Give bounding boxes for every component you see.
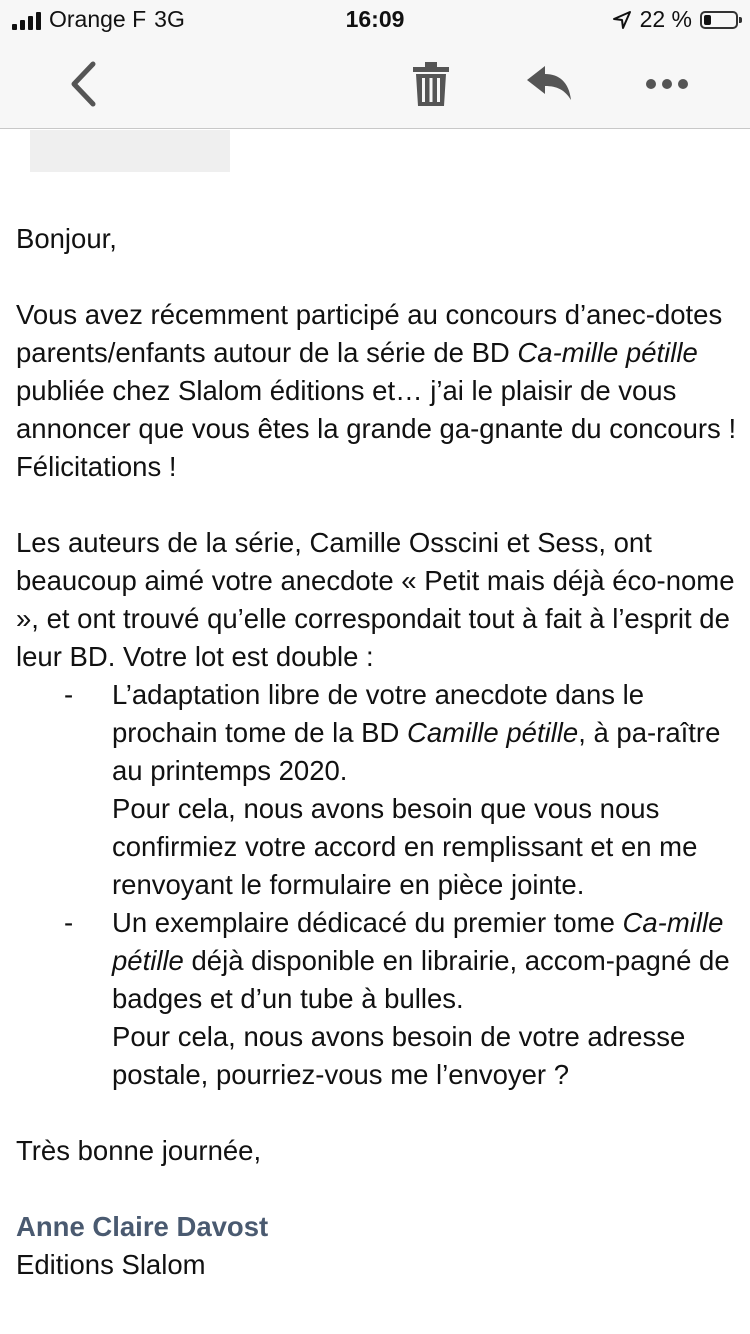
more-icon	[645, 78, 689, 90]
reply-button[interactable]	[520, 40, 578, 128]
carrier-label: Orange F	[49, 6, 147, 32]
email-body	[16, 220, 738, 1284]
list-item: - L’adaptation libre de votre anecdote dans le prochain tome de la BD Camille pétille, à pa-raître au printemps 2020. Pour cela, nous avons besoin que vous nous confirmiez votre accord en remplissant et en me renvoyant le formulaire en pièce jointe.	[64, 679, 721, 900]
book-title: Ca-mille pétille	[112, 907, 724, 976]
battery-icon	[700, 11, 738, 29]
battery-level	[704, 15, 711, 25]
location-arrow-icon	[612, 10, 632, 30]
network-label: 3G	[154, 6, 185, 32]
list-item: - Un exemplaire dédicacé du premier tome Ca-mille pétille déjà disponible en librairie, accom-pagné de badges et d’un tube à bulles. Pour cela, nous avons besoin de votre adresse postale, pourriez-vous me l’envoyer ?	[64, 907, 730, 1090]
greeting: Bonjour,	[16, 223, 117, 254]
paragraph-2: Les auteurs de la série, Camille Osscini et Sess, ont beaucoup aimé votre anecdote « Petit mais déjà éco-nome », et ont trouvé qu’elle correspondait tout à fait à l’esprit de leur BD. Votre lot est double :	[16, 527, 735, 672]
mail-toolbar	[0, 40, 750, 129]
back-button[interactable]	[58, 40, 110, 128]
header-placeholder	[30, 130, 230, 172]
status-right	[612, 6, 738, 33]
status-time: 16:09	[345, 6, 405, 32]
reply-icon	[525, 64, 573, 104]
book-title: Camille pétille	[407, 717, 579, 748]
signature-name: Anne Claire Davost	[16, 1211, 269, 1242]
more-button[interactable]	[638, 40, 696, 128]
trash-icon	[411, 61, 451, 107]
trash-button[interactable]	[402, 40, 460, 128]
status-bar	[0, 0, 750, 40]
closing: Très bonne journée,	[16, 1135, 262, 1166]
battery-percent: 22 %	[639, 6, 692, 32]
prize-list	[16, 676, 738, 1094]
paragraph-1: Vous avez récemment participé au concours d’anec-dotes parents/enfants autour de la série de BD Ca-mille pétille publiée chez Slalom éditions et… j’ai le plaisir de vous annoncer que vous êtes la grande ga-gnante du concours ! Félicitations !	[16, 299, 737, 482]
book-title: Ca-mille pétille	[517, 337, 698, 368]
signature-company: Editions Slalom	[16, 1249, 206, 1280]
chevron-left-icon	[69, 61, 99, 107]
